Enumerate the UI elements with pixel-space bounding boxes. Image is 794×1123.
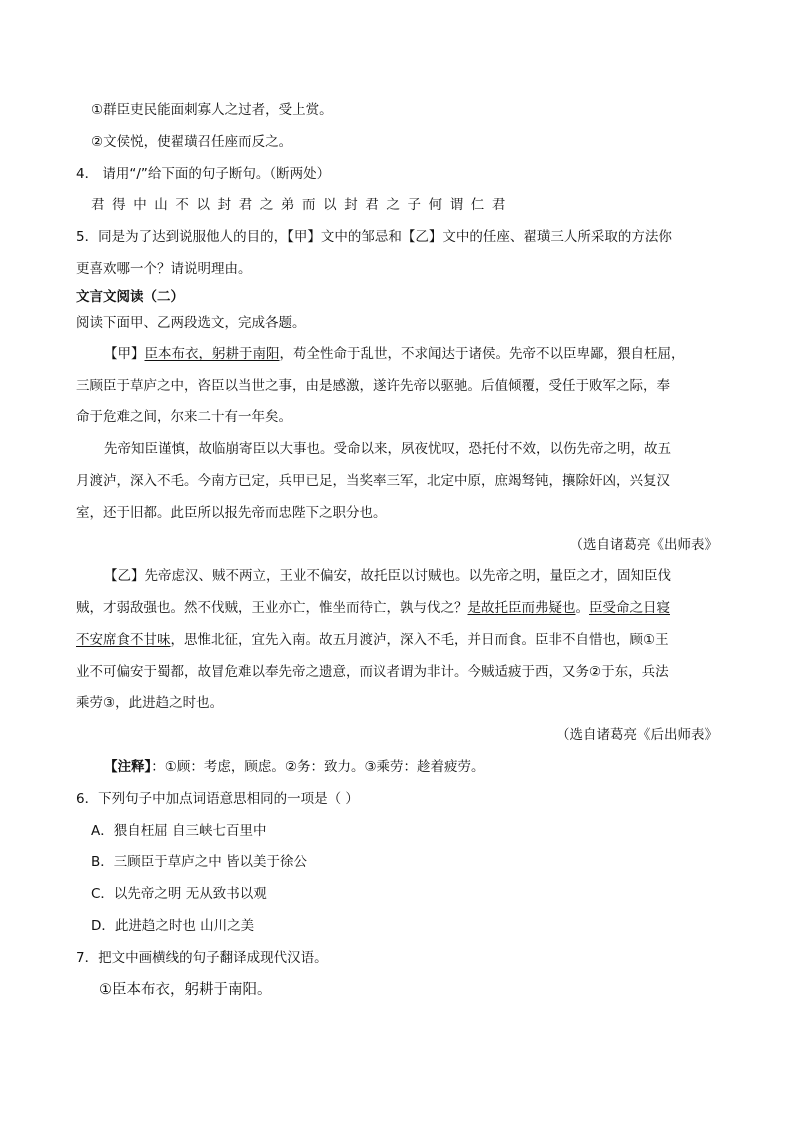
jia-p1-rest: ，苟全性命于乱世，不求闻达于诸侯。先帝不以臣卑鄙，猥自枉屈， (279, 346, 685, 362)
notes (104, 758, 485, 776)
jia-paragraph-2-line-1: 先帝知臣谨慎，故临崩寄臣以大事也。受命以来，夙夜忧叹，恐托付不效，以伤先帝之明，故五 (104, 441, 671, 457)
notes-label: 【注释】 (104, 759, 152, 775)
yi-l2-text: 贼，才弱敌强也。然不伐贼，王业亦亡，惟坐而待亡，孰与伐之？ (76, 600, 468, 616)
yi-line-4: 业不可偏安于蜀都，故冒危难以奉先帝之遗意，而议者谓为非计。今贼适疲于西，又务②于东，兵法 (76, 664, 669, 680)
q7-sentence-1: ①臣本布衣，躬耕于南阳。 (99, 982, 272, 998)
yi-underlined-sentence-2a: 臣受命之日寝 (589, 600, 670, 616)
yi-underlined-sentence-1: 是故托臣而弗疑也 (467, 600, 576, 616)
jia-paragraph-2-line-3: 室，还于旧都。此臣所以报先帝而忠陛下之职分也。 (76, 505, 387, 521)
jia-source: （选自诸葛亮《出师表》 (569, 537, 718, 553)
q6-option-d: D．此进趋之时也 山川之美 (91, 918, 255, 934)
q6-option-b: B．三顾臣于草庐之中 皆以美于徐公 (91, 854, 308, 870)
q6-option-a: A．猥自枉屈 自三峡七百里中 (91, 823, 267, 839)
jia-paragraph-1-line-1 (104, 345, 685, 363)
q3-sentence-2: ②文侯悦，使翟璜召任座而反之。 (91, 134, 293, 150)
yi-source: （选自诸葛亮《后出师表》 (556, 727, 718, 743)
yi-line-5: 乘劳③，此进趋之时也。 (76, 695, 224, 711)
q4-sentence: 君得中山不以封君之弟而以封君之子何谓仁君 (91, 197, 513, 213)
jia-label: 【甲】 (104, 346, 145, 362)
yi-line-2 (76, 599, 670, 617)
q7-prompt: 7．把文中画横线的句子翻译成现代汉语。 (76, 950, 328, 966)
q6-prompt: 6．下列句子中加点词语意思相同的一项是（ ） (76, 791, 359, 807)
yi-l2-punct: 。 (575, 600, 589, 616)
q5-line-2: 更喜欢哪一个？请说明理由。 (76, 261, 252, 277)
yi-line-3 (76, 631, 669, 649)
section-intro: 阅读下面甲、乙两段选文，完成各题。 (76, 315, 306, 331)
jia-underlined-sentence: 臣本布衣，躬耕于南阳 (144, 346, 280, 362)
section-title: 文言文阅读（二） (76, 289, 184, 305)
yi-line-1: 【乙】先帝虑汉、贼不两立，王业不偏安，故托臣以讨贼也。以先帝之明，量臣之才，固知臣伐 (104, 568, 671, 584)
jia-paragraph-1-line-3: 命于危难之间，尔来二十有一年矣。 (76, 409, 292, 425)
q3-sentence-1: ①群臣吏民能面刺寡人之过者，受上赏。 (91, 102, 333, 118)
jia-paragraph-2-line-2: 月渡泸，深入不毛。今南方已定，兵甲已足，当奖率三军，北定中原，庶竭驽钝，攘除奸凶，兴复汉 (76, 473, 670, 489)
q6-option-c: C．以先帝之明 无从致书以观 (91, 886, 267, 902)
yi-underlined-sentence-2b: 不安席食不甘味 (76, 632, 171, 648)
q4-prompt: 4． 请用“/”给下面的句子断句。（断两处） (76, 166, 331, 182)
q5-line-1: 5．同是为了达到说服他人的目的，【甲】文中的邹忌和【乙】文中的任座、翟璜三人所采取的方法你 (76, 229, 672, 245)
yi-l3-rest: ，思惟北征，宜先入南。故五月渡泸，深入不毛，并日而食。臣非不自惜也，顾①王 (170, 632, 669, 648)
jia-paragraph-1-line-2: 三顾臣于草庐之中，咨臣以当世之事，由是感激，遂许先帝以驱驰。后值倾覆，受任于败军之际，奉 (76, 378, 670, 394)
notes-text: ：①顾：考虑，顾虑。②务：致力。③乘劳：趁着疲劳。 (151, 759, 485, 775)
